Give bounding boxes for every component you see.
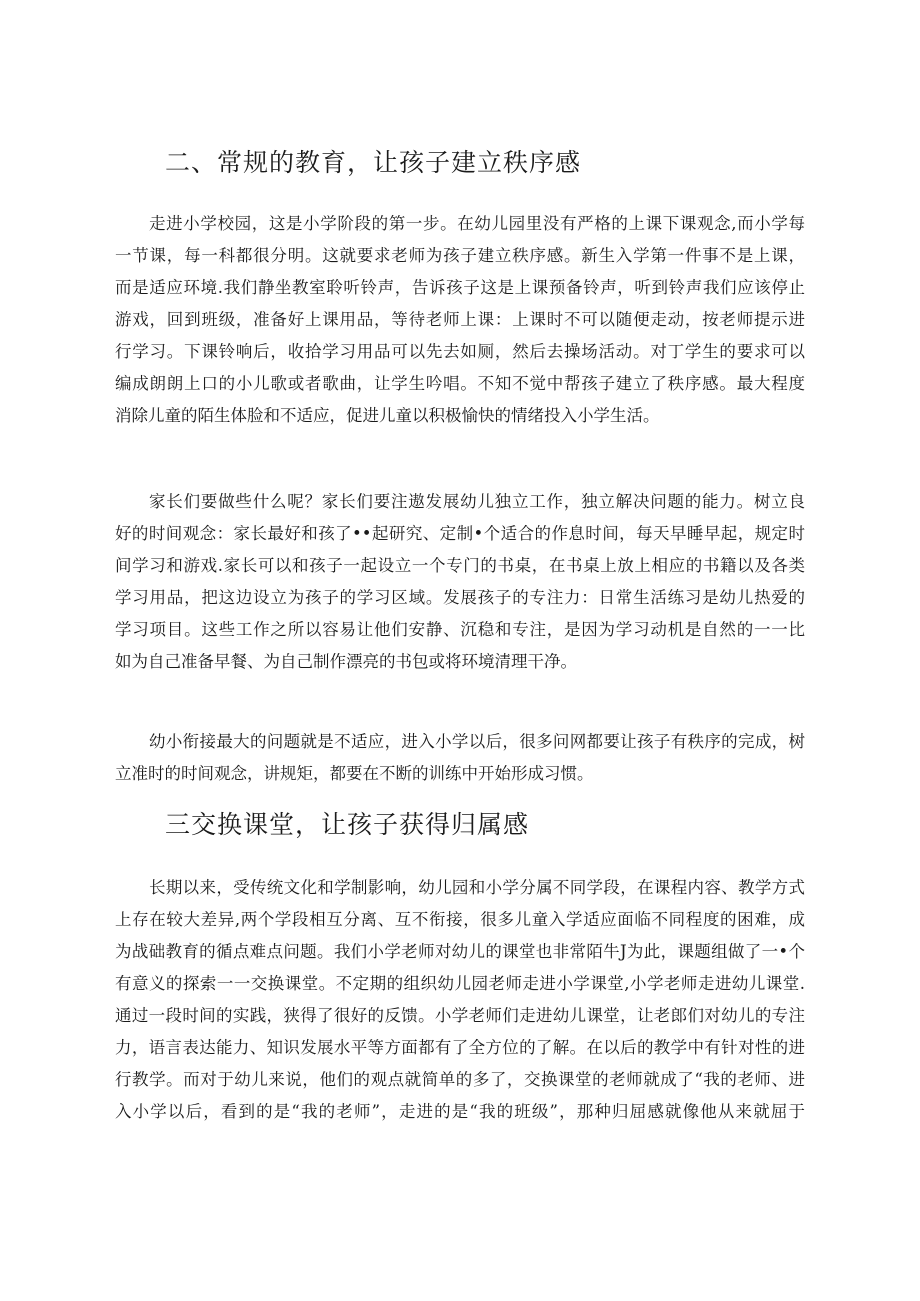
paragraph-line: 编成朗朗上口的小儿歌或者歌曲，让学生吟唱。不知不觉中帮孩子建立了秩序感。最大程度 (115, 374, 805, 393)
section-heading-2: 二、常规的教育，让孩子建立秩序感 (165, 148, 582, 177)
paragraph-line: 游戏，回到班级，准备好上课用品，等待老师上课：上课时不可以随便走动，按老师提示进 (115, 310, 805, 329)
paragraph-line: 一节课，每一科都很分明。这就要求老师为孩子建立秩序感。新生入学第一件事不是上课， (115, 246, 805, 265)
paragraph-line: 家长们要做些什么呢？家长们要注遨发展幼儿独立工作，独立解决问题的能力。树立良 (149, 492, 805, 511)
paragraph-line: 行学习。下课铃响后，收拾学习用品可以先去如厕，然后去操场活动。对丁学生的要求可以 (115, 342, 805, 361)
paragraph-line: 好的时间观念：家长最好和孩了••起研究、定制•个适合的作息时间，每天早睡早起，规定时 (115, 524, 805, 543)
paragraph-line: 入小学以后，看到的是“我的老师”，走进的是“我的班级”，那种归屈感就像他从来就屈于 (115, 1102, 805, 1121)
paragraph-line: 通过一段时间的实践，狭得了很好的反馈。小学老师们走进幼儿课堂，让老郎们对幼儿的专注 (115, 1006, 805, 1025)
paragraph-line: 长期以来，受传统文化和学制影响，幼儿园和小学分属不同学段，在课程内容、教学方式 (149, 878, 805, 897)
paragraph-line: 力，语言表达能力、知识发展水平等方面都有了全方位的了解。在以后的教学中有针对性的进 (115, 1038, 805, 1057)
paragraph-line: 有意义的探索一一交换课堂。不定期的组织幼儿园老师走进小学课堂,小学老师走进幼儿课堂. (115, 974, 805, 993)
paragraph-line: 消除儿童的陌生体脸和不适应，促进儿童以积极愉快的情绪投入小学生活。 (115, 406, 660, 425)
paragraph-3 (115, 726, 805, 790)
paragraph-line: 间学习和游戏.家长可以和孩子一起设立一个专门的书桌，在书桌上放上相应的书籍以及各类 (115, 556, 805, 575)
paragraph-line: 上存在较大差异,两个学段相互分离、互不衔接，很多儿童入学适应面临不同程度的困难，成 (115, 910, 805, 929)
paragraph-line: 学习用品，把这边设立为孩子的学习区域。发展孩子的专注力：日常生活练习是幼儿热爱的 (115, 588, 805, 607)
paragraph-line: 幼小衔接最大的问题就是不适应，进入小学以后，很多问网都要让孩子有秩序的完成，树 (149, 732, 805, 751)
paragraph-2 (115, 486, 805, 678)
section-heading-3: 三交换课堂，让孩子获得归属感 (165, 810, 530, 839)
paragraph-line: 如为自己准备早餐、为自己制作漂亮的书包或将环境清理干净。 (115, 652, 577, 671)
paragraph-line: 行教学。而对于幼儿来说，他们的观点就简单的多了，交换课堂的老师就成了“我的老师、进 (115, 1070, 805, 1089)
paragraph-line: 学习项目。这些工作之所以容易让他们安静、沉稳和专注，是因为学习动机是自然的一一比 (115, 620, 805, 639)
paragraph-line: 走进小学校园，这是小学阶段的第一步。在幼儿园里没有严格的上课下课观念,而小学每 (149, 214, 805, 233)
paragraph-4 (115, 872, 805, 1128)
paragraph-line: 为战础教育的循点难点问题。我们小学老师对幼儿的课堂也非常陌牛J为此，课题组做了一•个 (115, 942, 805, 961)
paragraph-1 (115, 208, 805, 432)
paragraph-line: 立准时的时间观念，讲规矩，都要在不断的训练中开始形成习惯。 (115, 764, 594, 783)
paragraph-line: 而是适应环境.我们静坐教室聆听铃声，告诉孩子这是上课预备铃声，听到铃声我们应该停止 (115, 278, 805, 297)
